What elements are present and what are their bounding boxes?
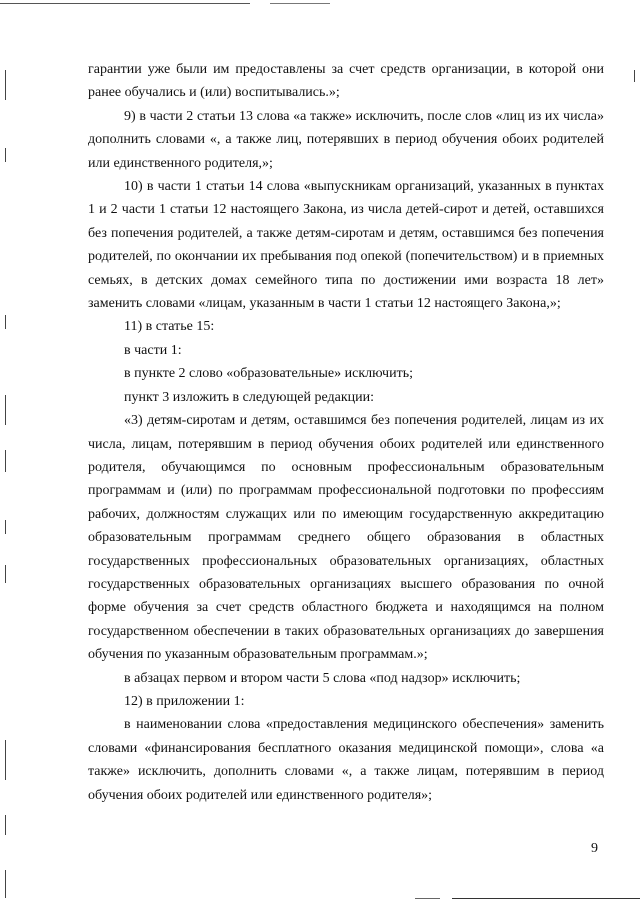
scan-margin-mark	[5, 148, 6, 162]
scan-margin-mark	[5, 450, 6, 472]
scan-margin-mark	[5, 395, 6, 425]
paragraph: в абзацах первом и втором части 5 слова «под надзор» исключить;	[124, 670, 521, 686]
paragraph: пункт 3 изложить в следующей редакции:	[124, 389, 374, 405]
paragraph: «3) детям-сиротам и детям, оставшимся без попечения родителей, лицам из их числа, лицам, потерявшим в период обучения обоих родителей или единственного родителя, обучающимся по основным профессиональным образовательным программам и (или) по программам профессиональной подготовки по профессиям рабочих, должностям служащих или по имеющим государственную аккредитацию образовательным программам среднего общего образования в областных государственных профессиональных образовательных организациях, областных государственных образовательных организациях высшего образования по очной форме обучения за счет средств областного бюджета и находящимся на полном государственном обеспечении в таких образовательных организациях до завершения обучения по указанным образовательным программам.»;	[88, 413, 604, 663]
scan-margin-mark	[634, 70, 635, 82]
scan-margin-mark	[5, 815, 6, 835]
bottom-edge-rule-short	[415, 898, 440, 899]
scan-margin-mark	[5, 740, 6, 780]
scan-margin-mark	[5, 70, 6, 100]
paragraph: гарантии уже были им предоставлены за счет средств организации, в которой они ранее обучались и (или) воспитывались.»;	[88, 62, 604, 101]
scan-margin-mark	[5, 870, 6, 898]
scan-margin-mark	[5, 565, 6, 583]
top-edge-rule-short	[270, 3, 330, 4]
document-body	[88, 58, 604, 807]
paragraph: 12) в приложении 1:	[124, 693, 245, 709]
paragraph: 11) в статье 15:	[124, 319, 215, 335]
paragraph: 10) в части 1 статьи 14 слова «выпускникам организаций, указанных в пунктах 1 и 2 части 1 статьи 12 настоящего Закона, из числа детей-сирот и детей, оставшихся без попечения родителей, а также детям-сиротам и детям, оставшимся без попечения родителей, по окончании их пребывания под опекой (попечительством) и в приемных семьях, в детских домах семейного типа по достижении ими возраста 18 лет» заменить словами «лицам, указанным в части 1 статьи 12 настоящего Закона,»;	[88, 179, 604, 312]
bottom-edge-rule	[452, 898, 640, 899]
paragraph: в наименовании слова «предоставления медицинского обеспечения» заменить словами «финансирования бесплатного оказания медицинской помощи», слова «а также» исключить, дополнить словами «, а также лицам, потерявшим в период обучения обоих родителей или единственного родителя»;	[88, 717, 604, 803]
paragraph: 9) в части 2 статьи 13 слова «а также» исключить, после слов «лиц из их числа» дополнить словами «, а также лиц, потерявших в период обучения обоих родителей или единственного родителя,»;	[88, 108, 604, 171]
scan-margin-mark	[5, 315, 6, 329]
scan-margin-mark	[5, 520, 6, 534]
top-edge-rule	[0, 3, 250, 4]
page-number: 9	[591, 841, 598, 856]
paragraph: в пункте 2 слово «образовательные» исключить;	[124, 366, 413, 382]
paragraph: в части 1:	[124, 342, 182, 358]
